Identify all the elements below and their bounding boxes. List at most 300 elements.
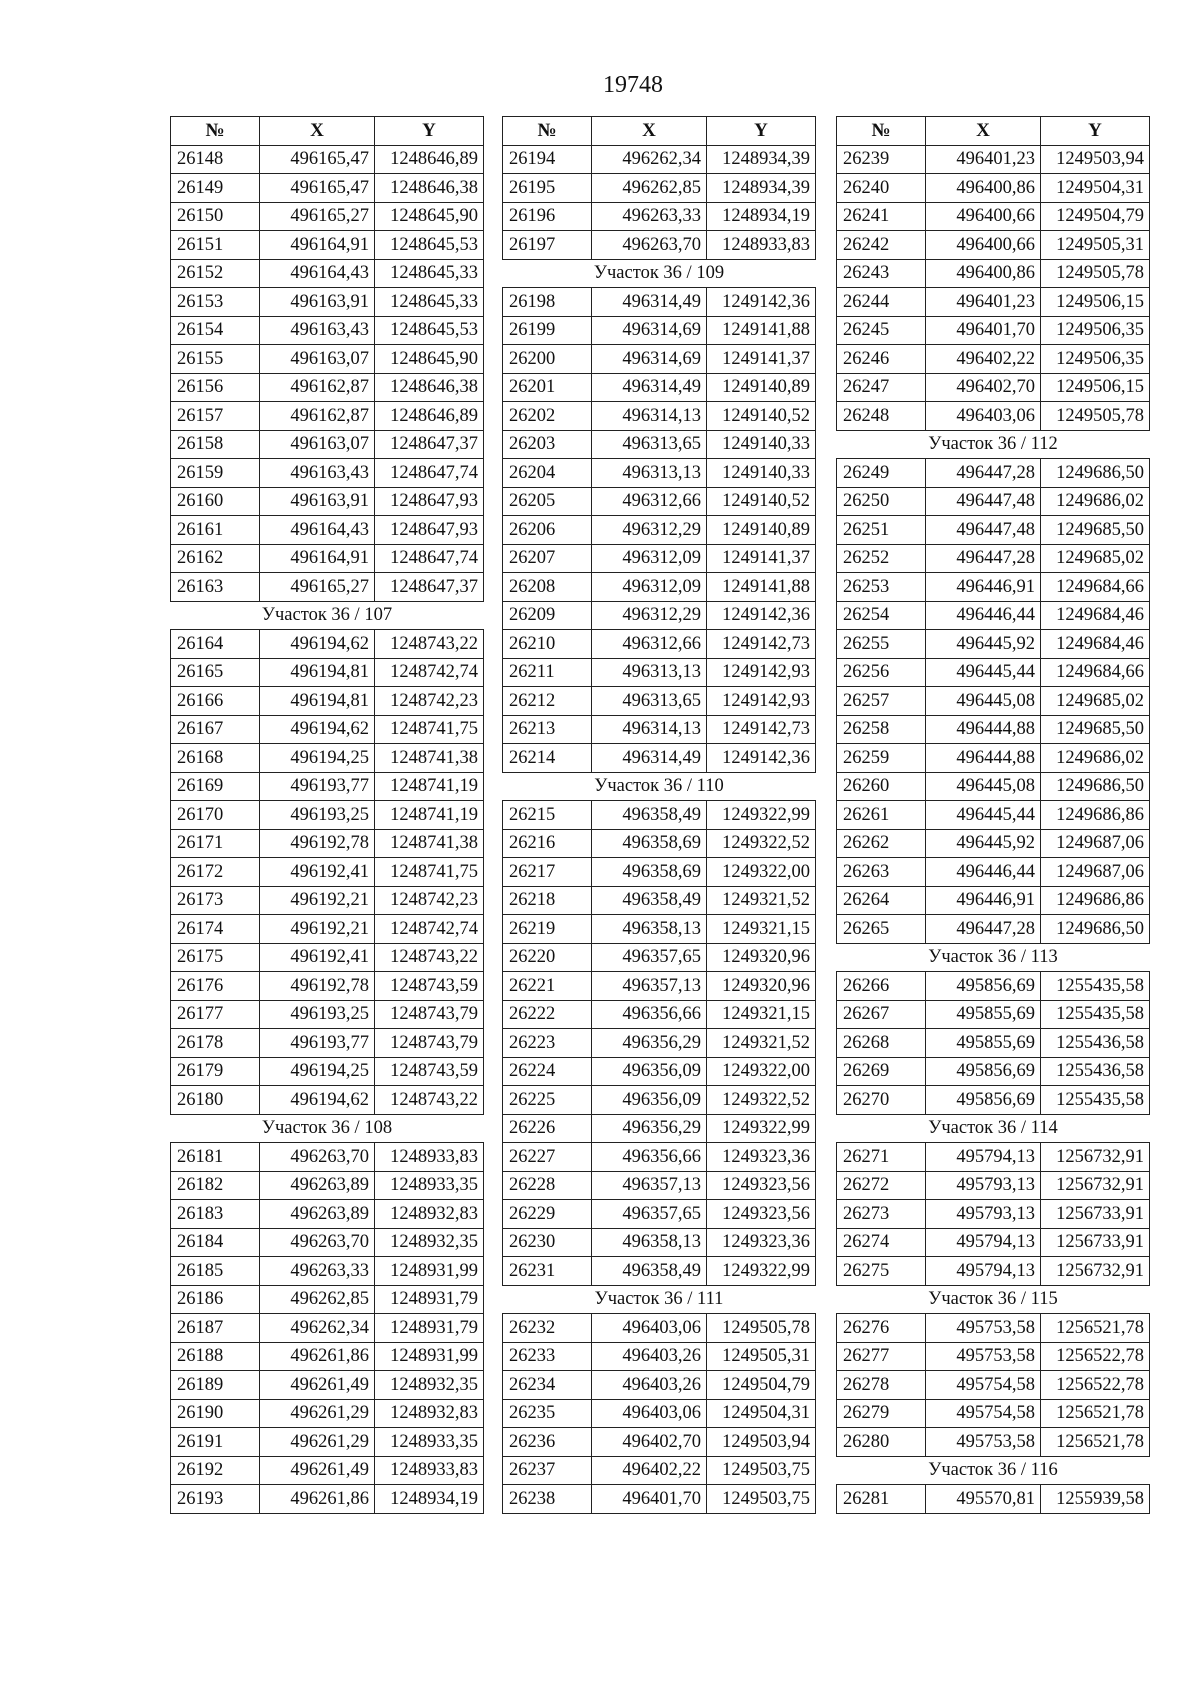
- column-header-number: №: [837, 117, 926, 146]
- table-row: [837, 145, 1150, 174]
- table-row: [503, 1000, 816, 1029]
- point-number-cell: 26256: [837, 658, 926, 687]
- x-coordinate-cell: 496358,49: [592, 886, 707, 915]
- y-coordinate-cell: 1248645,33: [375, 288, 484, 317]
- table-row: [171, 1029, 484, 1058]
- table-row: [171, 316, 484, 345]
- point-number-cell: 26168: [171, 744, 260, 773]
- x-coordinate-cell: 496194,81: [260, 687, 375, 716]
- x-coordinate-cell: 496193,25: [260, 1000, 375, 1029]
- x-coordinate-cell: 496194,25: [260, 1057, 375, 1086]
- table-row: [837, 1485, 1150, 1514]
- y-coordinate-cell: 1248647,37: [375, 573, 484, 602]
- y-coordinate-cell: 1248741,38: [375, 744, 484, 773]
- x-coordinate-cell: 496194,81: [260, 658, 375, 687]
- section-title: Участок 36 / 109: [503, 259, 816, 288]
- point-number-cell: 26215: [503, 801, 592, 830]
- table-row: [503, 145, 816, 174]
- table-row: [171, 687, 484, 716]
- y-coordinate-cell: 1249140,52: [707, 402, 816, 431]
- table-row: [503, 1371, 816, 1400]
- column-header-y: Y: [375, 117, 484, 146]
- y-coordinate-cell: 1248933,35: [375, 1428, 484, 1457]
- y-coordinate-cell: 1248934,39: [707, 145, 816, 174]
- point-number-cell: 26251: [837, 516, 926, 545]
- table-row: [503, 345, 816, 374]
- x-coordinate-cell: 496444,88: [926, 744, 1041, 773]
- y-coordinate-cell: 1249321,52: [707, 886, 816, 915]
- y-coordinate-cell: 1249504,31: [707, 1399, 816, 1428]
- y-coordinate-cell: 1256732,91: [1041, 1257, 1150, 1286]
- point-number-cell: 26188: [171, 1342, 260, 1371]
- point-number-cell: 26234: [503, 1371, 592, 1400]
- x-coordinate-cell: 496447,48: [926, 516, 1041, 545]
- point-number-cell: 26232: [503, 1314, 592, 1343]
- y-coordinate-cell: 1249685,50: [1041, 516, 1150, 545]
- table-row: [503, 174, 816, 203]
- y-coordinate-cell: 1249686,50: [1041, 459, 1150, 488]
- y-coordinate-cell: 1249323,56: [707, 1171, 816, 1200]
- y-coordinate-cell: 1249506,15: [1041, 288, 1150, 317]
- y-coordinate-cell: 1249686,86: [1041, 801, 1150, 830]
- point-number-cell: 26277: [837, 1342, 926, 1371]
- y-coordinate-cell: 1249140,33: [707, 459, 816, 488]
- point-number-cell: 26180: [171, 1086, 260, 1115]
- y-coordinate-cell: 1248646,89: [375, 145, 484, 174]
- table-row: [837, 715, 1150, 744]
- point-number-cell: 26177: [171, 1000, 260, 1029]
- x-coordinate-cell: 496402,22: [926, 345, 1041, 374]
- y-coordinate-cell: 1248932,35: [375, 1228, 484, 1257]
- x-coordinate-cell: 496263,70: [592, 231, 707, 260]
- table-row: [503, 715, 816, 744]
- y-coordinate-cell: 1248933,83: [707, 231, 816, 260]
- point-number-cell: 26217: [503, 858, 592, 887]
- x-coordinate-cell: 496445,44: [926, 658, 1041, 687]
- section-title: Участок 36 / 116: [837, 1456, 1150, 1485]
- table-row: [171, 516, 484, 545]
- table-row: [837, 801, 1150, 830]
- x-coordinate-cell: 496262,85: [260, 1285, 375, 1314]
- y-coordinate-cell: 1248931,99: [375, 1342, 484, 1371]
- y-coordinate-cell: 1249505,78: [1041, 259, 1150, 288]
- table-row: [503, 1114, 816, 1143]
- y-coordinate-cell: 1248741,75: [375, 715, 484, 744]
- table-row: [503, 829, 816, 858]
- point-number-cell: 26275: [837, 1257, 926, 1286]
- x-coordinate-cell: 496193,25: [260, 801, 375, 830]
- table-row: [171, 1200, 484, 1229]
- x-coordinate-cell: 496262,34: [592, 145, 707, 174]
- point-number-cell: 26268: [837, 1029, 926, 1058]
- point-number-cell: 26246: [837, 345, 926, 374]
- table-row: [171, 1314, 484, 1343]
- section-header-row: [503, 259, 816, 288]
- table-row: [837, 601, 1150, 630]
- y-coordinate-cell: 1248934,39: [707, 174, 816, 203]
- table-row: [171, 145, 484, 174]
- point-number-cell: 26149: [171, 174, 260, 203]
- column-header-number: №: [503, 117, 592, 146]
- x-coordinate-cell: 496400,66: [926, 231, 1041, 260]
- x-coordinate-cell: 496312,66: [592, 487, 707, 516]
- table-row: [503, 601, 816, 630]
- x-coordinate-cell: 496357,65: [592, 1200, 707, 1229]
- x-coordinate-cell: 496401,70: [592, 1485, 707, 1514]
- table-row: [503, 487, 816, 516]
- page-number: 19748: [603, 72, 663, 98]
- x-coordinate-cell: 495793,13: [926, 1200, 1041, 1229]
- y-coordinate-cell: 1256521,78: [1041, 1428, 1150, 1457]
- x-coordinate-cell: 496314,13: [592, 402, 707, 431]
- x-coordinate-cell: 495753,58: [926, 1342, 1041, 1371]
- x-coordinate-cell: 496313,13: [592, 459, 707, 488]
- table-row: [837, 1000, 1150, 1029]
- x-coordinate-cell: 496400,86: [926, 259, 1041, 288]
- point-number-cell: 26212: [503, 687, 592, 716]
- table-row: [171, 1257, 484, 1286]
- x-coordinate-cell: 496356,09: [592, 1057, 707, 1086]
- table-row: [171, 630, 484, 659]
- y-coordinate-cell: 1249505,31: [707, 1342, 816, 1371]
- point-number-cell: 26230: [503, 1228, 592, 1257]
- x-coordinate-cell: 496402,70: [592, 1428, 707, 1457]
- table-row: [837, 658, 1150, 687]
- x-coordinate-cell: 496357,13: [592, 972, 707, 1001]
- table-row: [837, 858, 1150, 887]
- table-row: [503, 687, 816, 716]
- section-title: Участок 36 / 107: [171, 601, 484, 630]
- y-coordinate-cell: 1249505,78: [1041, 402, 1150, 431]
- point-number-cell: 26176: [171, 972, 260, 1001]
- x-coordinate-cell: 496358,13: [592, 1228, 707, 1257]
- point-number-cell: 26262: [837, 829, 926, 858]
- point-number-cell: 26250: [837, 487, 926, 516]
- point-number-cell: 26185: [171, 1257, 260, 1286]
- y-coordinate-cell: 1249503,94: [1041, 145, 1150, 174]
- y-coordinate-cell: 1249686,50: [1041, 772, 1150, 801]
- table-row: [837, 687, 1150, 716]
- point-number-cell: 26179: [171, 1057, 260, 1086]
- x-coordinate-cell: 496403,06: [926, 402, 1041, 431]
- table-row: [503, 630, 816, 659]
- x-coordinate-cell: 496447,48: [926, 487, 1041, 516]
- point-number-cell: 26220: [503, 943, 592, 972]
- table-row: [171, 373, 484, 402]
- point-number-cell: 26205: [503, 487, 592, 516]
- point-number-cell: 26151: [171, 231, 260, 260]
- y-coordinate-cell: 1249685,02: [1041, 544, 1150, 573]
- table-row: [837, 316, 1150, 345]
- y-coordinate-cell: 1249322,00: [707, 1057, 816, 1086]
- y-coordinate-cell: 1248647,74: [375, 544, 484, 573]
- point-number-cell: 26245: [837, 316, 926, 345]
- point-number-cell: 26235: [503, 1399, 592, 1428]
- y-coordinate-cell: 1249322,99: [707, 1114, 816, 1143]
- x-coordinate-cell: 496446,91: [926, 573, 1041, 602]
- y-coordinate-cell: 1249141,37: [707, 544, 816, 573]
- point-number-cell: 26264: [837, 886, 926, 915]
- point-number-cell: 26198: [503, 288, 592, 317]
- table-header-row: [837, 117, 1150, 146]
- x-coordinate-cell: 496313,13: [592, 658, 707, 687]
- x-coordinate-cell: 496261,86: [260, 1342, 375, 1371]
- y-coordinate-cell: 1249686,50: [1041, 915, 1150, 944]
- point-number-cell: 26161: [171, 516, 260, 545]
- x-coordinate-cell: 496312,29: [592, 516, 707, 545]
- point-number-cell: 26239: [837, 145, 926, 174]
- table-row: [837, 1371, 1150, 1400]
- point-number-cell: 26273: [837, 1200, 926, 1229]
- point-number-cell: 26257: [837, 687, 926, 716]
- y-coordinate-cell: 1256522,78: [1041, 1371, 1150, 1400]
- point-number-cell: 26271: [837, 1143, 926, 1172]
- y-coordinate-cell: 1255435,58: [1041, 972, 1150, 1001]
- table-row: [503, 915, 816, 944]
- column-header-x: X: [260, 117, 375, 146]
- table-row: [837, 174, 1150, 203]
- point-number-cell: 26270: [837, 1086, 926, 1115]
- column-header-y: Y: [707, 117, 816, 146]
- x-coordinate-cell: 495856,69: [926, 1057, 1041, 1086]
- y-coordinate-cell: 1249685,02: [1041, 687, 1150, 716]
- x-coordinate-cell: 496192,78: [260, 829, 375, 858]
- y-coordinate-cell: 1249684,66: [1041, 573, 1150, 602]
- table-row: [171, 801, 484, 830]
- y-coordinate-cell: 1249323,36: [707, 1228, 816, 1257]
- x-coordinate-cell: 496263,70: [260, 1228, 375, 1257]
- x-coordinate-cell: 496164,43: [260, 516, 375, 545]
- x-coordinate-cell: 496263,33: [592, 202, 707, 231]
- y-coordinate-cell: 1249141,88: [707, 573, 816, 602]
- table-row: [171, 573, 484, 602]
- point-number-cell: 26155: [171, 345, 260, 374]
- x-coordinate-cell: 496401,23: [926, 288, 1041, 317]
- section-header-row: [837, 1114, 1150, 1143]
- table-row: [171, 1057, 484, 1086]
- y-coordinate-cell: 1249506,35: [1041, 345, 1150, 374]
- point-number-cell: 26191: [171, 1428, 260, 1457]
- table-row: [837, 1257, 1150, 1286]
- x-coordinate-cell: 496263,89: [260, 1200, 375, 1229]
- x-coordinate-cell: 496312,29: [592, 601, 707, 630]
- x-coordinate-cell: 496446,91: [926, 886, 1041, 915]
- x-coordinate-cell: 495570,81: [926, 1485, 1041, 1514]
- y-coordinate-cell: 1249140,52: [707, 487, 816, 516]
- point-number-cell: 26254: [837, 601, 926, 630]
- table-row: [837, 373, 1150, 402]
- table-row: [837, 1200, 1150, 1229]
- table-row: [171, 1456, 484, 1485]
- x-coordinate-cell: 496400,86: [926, 174, 1041, 203]
- y-coordinate-cell: 1249505,78: [707, 1314, 816, 1343]
- table-row: [503, 1485, 816, 1514]
- table-row: [837, 1428, 1150, 1457]
- y-coordinate-cell: 1249322,99: [707, 1257, 816, 1286]
- point-number-cell: 26247: [837, 373, 926, 402]
- x-coordinate-cell: 496447,28: [926, 459, 1041, 488]
- point-number-cell: 26173: [171, 886, 260, 915]
- table-row: [503, 516, 816, 545]
- table-row: [503, 1143, 816, 1172]
- point-number-cell: 26153: [171, 288, 260, 317]
- point-number-cell: 26218: [503, 886, 592, 915]
- point-number-cell: 26166: [171, 687, 260, 716]
- point-number-cell: 26240: [837, 174, 926, 203]
- x-coordinate-cell: 496165,27: [260, 573, 375, 602]
- y-coordinate-cell: 1248931,79: [375, 1285, 484, 1314]
- y-coordinate-cell: 1249503,75: [707, 1485, 816, 1514]
- table-row: [503, 231, 816, 260]
- x-coordinate-cell: 496263,33: [260, 1257, 375, 1286]
- section-title: Участок 36 / 108: [171, 1114, 484, 1143]
- y-coordinate-cell: 1248645,53: [375, 316, 484, 345]
- y-coordinate-cell: 1248742,74: [375, 915, 484, 944]
- point-number-cell: 26267: [837, 1000, 926, 1029]
- y-coordinate-cell: 1248742,23: [375, 886, 484, 915]
- y-coordinate-cell: 1256733,91: [1041, 1200, 1150, 1229]
- x-coordinate-cell: 495856,69: [926, 972, 1041, 1001]
- section-title: Участок 36 / 111: [503, 1285, 816, 1314]
- x-coordinate-cell: 495855,69: [926, 1000, 1041, 1029]
- point-number-cell: 26259: [837, 744, 926, 773]
- point-number-cell: 26279: [837, 1399, 926, 1428]
- y-coordinate-cell: 1248742,23: [375, 687, 484, 716]
- point-number-cell: 26156: [171, 373, 260, 402]
- y-coordinate-cell: 1248933,35: [375, 1171, 484, 1200]
- point-number-cell: 26189: [171, 1371, 260, 1400]
- y-coordinate-cell: 1256732,91: [1041, 1171, 1150, 1200]
- table-row: [503, 202, 816, 231]
- point-number-cell: 26228: [503, 1171, 592, 1200]
- table-row: [837, 402, 1150, 431]
- point-number-cell: 26276: [837, 1314, 926, 1343]
- x-coordinate-cell: 496312,09: [592, 573, 707, 602]
- point-number-cell: 26223: [503, 1029, 592, 1058]
- table-row: [837, 459, 1150, 488]
- y-coordinate-cell: 1249506,15: [1041, 373, 1150, 402]
- section-title: Участок 36 / 113: [837, 943, 1150, 972]
- point-number-cell: 26265: [837, 915, 926, 944]
- point-number-cell: 26164: [171, 630, 260, 659]
- y-coordinate-cell: 1248932,83: [375, 1399, 484, 1428]
- table-row: [171, 658, 484, 687]
- y-coordinate-cell: 1248933,83: [375, 1143, 484, 1172]
- x-coordinate-cell: 496356,29: [592, 1029, 707, 1058]
- y-coordinate-cell: 1248743,59: [375, 1057, 484, 1086]
- table-row: [171, 858, 484, 887]
- x-coordinate-cell: 495794,13: [926, 1228, 1041, 1257]
- y-coordinate-cell: 1248932,35: [375, 1371, 484, 1400]
- table-row: [837, 1086, 1150, 1115]
- table-row: [171, 1000, 484, 1029]
- x-coordinate-cell: 496163,43: [260, 316, 375, 345]
- x-coordinate-cell: 496162,87: [260, 402, 375, 431]
- point-number-cell: 26202: [503, 402, 592, 431]
- column-header-y: Y: [1041, 117, 1150, 146]
- table-row: [837, 288, 1150, 317]
- column-header-x: X: [926, 117, 1041, 146]
- x-coordinate-cell: 496445,92: [926, 630, 1041, 659]
- point-number-cell: 26171: [171, 829, 260, 858]
- x-coordinate-cell: 496193,77: [260, 772, 375, 801]
- x-coordinate-cell: 496313,65: [592, 687, 707, 716]
- table-row: [171, 972, 484, 1001]
- x-coordinate-cell: 496194,62: [260, 715, 375, 744]
- point-number-cell: 26229: [503, 1200, 592, 1229]
- y-coordinate-cell: 1249686,02: [1041, 744, 1150, 773]
- table-row: [503, 1428, 816, 1457]
- point-number-cell: 26174: [171, 915, 260, 944]
- x-coordinate-cell: 496357,65: [592, 943, 707, 972]
- x-coordinate-cell: 496314,49: [592, 744, 707, 773]
- y-coordinate-cell: 1248934,19: [707, 202, 816, 231]
- y-coordinate-cell: 1249322,99: [707, 801, 816, 830]
- y-coordinate-cell: 1249142,36: [707, 288, 816, 317]
- point-number-cell: 26227: [503, 1143, 592, 1172]
- point-number-cell: 26253: [837, 573, 926, 602]
- table-row: [171, 1143, 484, 1172]
- y-coordinate-cell: 1248741,75: [375, 858, 484, 887]
- x-coordinate-cell: 496314,49: [592, 288, 707, 317]
- x-coordinate-cell: 496445,08: [926, 772, 1041, 801]
- y-coordinate-cell: 1256521,78: [1041, 1314, 1150, 1343]
- y-coordinate-cell: 1249321,15: [707, 1000, 816, 1029]
- y-coordinate-cell: 1249684,66: [1041, 658, 1150, 687]
- point-number-cell: 26214: [503, 744, 592, 773]
- section-title: Участок 36 / 110: [503, 772, 816, 801]
- x-coordinate-cell: 496162,87: [260, 373, 375, 402]
- x-coordinate-cell: 496403,06: [592, 1314, 707, 1343]
- x-coordinate-cell: 496314,69: [592, 345, 707, 374]
- point-number-cell: 26261: [837, 801, 926, 830]
- x-coordinate-cell: 496401,70: [926, 316, 1041, 345]
- table-row: [837, 487, 1150, 516]
- table-row: [837, 1228, 1150, 1257]
- x-coordinate-cell: 496163,07: [260, 430, 375, 459]
- point-number-cell: 26255: [837, 630, 926, 659]
- x-coordinate-cell: 496358,69: [592, 858, 707, 887]
- y-coordinate-cell: 1249503,94: [707, 1428, 816, 1457]
- table-row: [171, 886, 484, 915]
- y-coordinate-cell: 1248743,22: [375, 1086, 484, 1115]
- y-coordinate-cell: 1248646,89: [375, 402, 484, 431]
- table-row: [503, 1057, 816, 1086]
- x-coordinate-cell: 496261,29: [260, 1399, 375, 1428]
- point-number-cell: 26154: [171, 316, 260, 345]
- table-row: [837, 744, 1150, 773]
- coordinates-table: [170, 116, 484, 1514]
- x-coordinate-cell: 496358,13: [592, 915, 707, 944]
- y-coordinate-cell: 1249142,36: [707, 744, 816, 773]
- x-coordinate-cell: 496402,70: [926, 373, 1041, 402]
- point-number-cell: 26186: [171, 1285, 260, 1314]
- x-coordinate-cell: 496447,28: [926, 544, 1041, 573]
- section-header-row: [837, 1285, 1150, 1314]
- point-number-cell: 26258: [837, 715, 926, 744]
- x-coordinate-cell: 496356,66: [592, 1000, 707, 1029]
- x-coordinate-cell: 496261,29: [260, 1428, 375, 1457]
- y-coordinate-cell: 1249320,96: [707, 972, 816, 1001]
- x-coordinate-cell: 496262,34: [260, 1314, 375, 1343]
- point-number-cell: 26148: [171, 145, 260, 174]
- table-row: [503, 886, 816, 915]
- y-coordinate-cell: 1256732,91: [1041, 1143, 1150, 1172]
- x-coordinate-cell: 496357,13: [592, 1171, 707, 1200]
- point-number-cell: 26272: [837, 1171, 926, 1200]
- column-header-x: X: [592, 117, 707, 146]
- x-coordinate-cell: 496403,06: [592, 1399, 707, 1428]
